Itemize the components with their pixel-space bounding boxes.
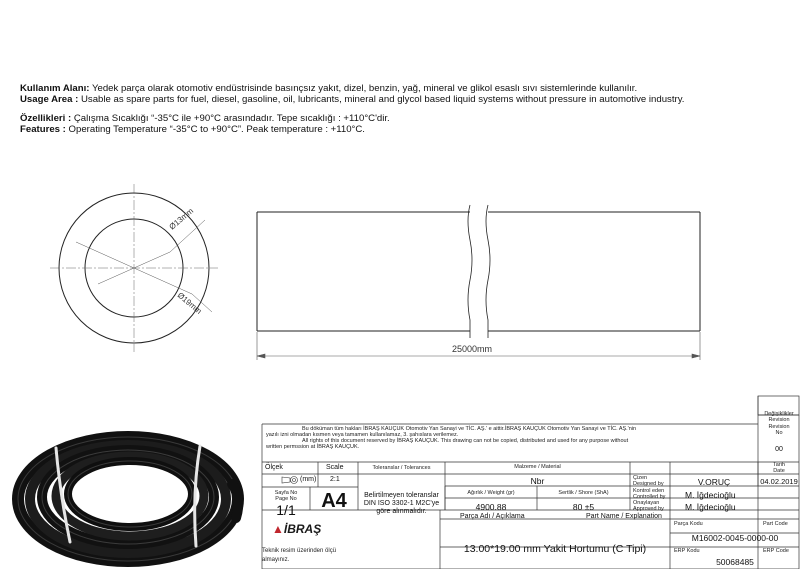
- inner-diameter-label: Ø13mm: [167, 206, 196, 232]
- usage-tr-label: Kullanım Alanı:: [20, 83, 90, 94]
- date-header: [758, 462, 800, 474]
- checked-label: [633, 488, 665, 500]
- copyright-tr: Bu döküman tüm hakları İBRAŞ KAUÇUK Otomotiv Yan Sanayi ve TİC. AŞ.' e aittir.İBRAŞ KAUÇUK Otomotiv Yan Sanayi ve TİC. AŞ.'nin: [302, 426, 637, 432]
- revisions-label-en: Revision: [768, 417, 790, 423]
- hose-cross-section: [50, 184, 218, 352]
- copyright-en: All rights of this document reserved by İBRAŞ KAUÇUK. This drawing can not be copied, distributed and used for any purpose without: [302, 438, 629, 444]
- tolerances-note: [358, 492, 445, 516]
- note-line-2: almayınız.: [262, 557, 290, 563]
- erp-label-en: ERP Code: [763, 548, 789, 554]
- features-tr-text: Çalışma Sıcaklığı “-35°C ile +90°C arasındadır. Tepe sıcaklığı : +110°C'dir.: [71, 113, 390, 124]
- part-name-label-tr: Parça Adı / Açıklama: [460, 513, 525, 520]
- scale-label-tr: Ölçek: [265, 464, 283, 471]
- approved-by: M. İğdecioğlu: [685, 502, 736, 512]
- hardness-value: 80 ±5: [572, 502, 595, 512]
- measurement-note: [262, 547, 336, 565]
- drawn-by: V.ORUÇ: [697, 477, 731, 487]
- drawn-label: [633, 475, 664, 487]
- usage-en-line: [20, 94, 684, 105]
- length-label: 25000mm: [452, 344, 493, 354]
- page-number: 1/1: [276, 502, 296, 518]
- part-code-label-en: Part Code: [763, 521, 788, 527]
- hose-side-view: [257, 205, 700, 338]
- logo-text: İBRAŞ: [283, 522, 322, 536]
- page-label-tr: Sayfa No: [274, 490, 298, 496]
- revision-no-header: [758, 424, 800, 436]
- checked-by: M. İğdecioğlu: [685, 490, 736, 500]
- weight-label: Ağırlık / Weight (gr): [467, 490, 515, 496]
- date-label: Tarih: [773, 462, 785, 468]
- features-en-label: Features :: [20, 124, 66, 135]
- material-value: Nbr: [530, 476, 545, 486]
- features-tr-line: [20, 113, 390, 124]
- date-value: 04.02.2019: [760, 477, 798, 486]
- approved-label-en: Approved by: [633, 506, 664, 512]
- features-en-line: [20, 124, 365, 135]
- checked-label-tr: Kontrol eden: [633, 488, 665, 494]
- drawn-label-en: Designed by: [633, 481, 664, 487]
- usage-en-text: Usable as spare parts for fuel, diesel, gasoline, oil, lubricants, mineral and glycol based liquid systems without pressure in automotive industry.: [78, 94, 685, 105]
- projection-symbol: [282, 477, 298, 484]
- company-logo: ▲İBRAŞ: [272, 522, 322, 536]
- tolerances-text-3: göre alınmalıdır.: [376, 508, 427, 515]
- page-label: [262, 490, 310, 502]
- features-en-text: Operating Temperature “-35°C to +90°C”. Peak temperature : +110°C.: [65, 124, 365, 135]
- part-code: M16002-0045-0000-00: [691, 533, 779, 543]
- weight-value: 4900.88: [475, 502, 507, 512]
- page-label-en: Page No: [275, 496, 297, 502]
- outer-diameter-label: Ø19mm: [175, 290, 204, 316]
- copyright-notice: [266, 426, 754, 450]
- drawn-label-tr: Çizen: [633, 475, 648, 481]
- revision-no: 00: [775, 446, 783, 453]
- revisions-header: [758, 411, 800, 423]
- usage-tr-line: [20, 83, 637, 94]
- copyright-tr-2: yazılı izni olmadan kısmen veya tamamen kullanılamaz, 3. şahıslara verilemez.: [266, 432, 459, 438]
- note-line-1: Teknik resim üzerinden ölçü: [262, 548, 337, 554]
- approved-label: [633, 500, 664, 512]
- scale-label-en: Scale: [326, 464, 344, 471]
- scale-value: 2:1: [330, 476, 340, 483]
- erp-label-tr: ERP Kodu: [674, 548, 700, 554]
- copyright-en-2: written permssion at İBRAŞ KAUÇUK.: [266, 444, 360, 450]
- technical-drawing: [0, 180, 800, 380]
- unit-label: (mm): [300, 476, 317, 483]
- tolerances-text-1: Belirtilmeyen toleranslar: [364, 492, 439, 499]
- hardness-label: Sertlik / Shore (ShA): [558, 490, 609, 496]
- features-tr-label: Özellikleri :: [20, 113, 72, 124]
- material-label: Malzeme / Material: [514, 464, 561, 470]
- erp-code: 50068485: [716, 557, 754, 567]
- usage-en-label: Usage Area :: [20, 94, 79, 105]
- usage-tr-text: Yedek parça olarak otomotiv endüstrisinde basınçsız yakıt, dizel, benzin, yağ, mineral ve glikol esaslı sıvı sistemlerinde kullanılır.: [89, 83, 638, 94]
- paper-size: A4: [321, 490, 347, 512]
- part-name: 13.00*19.00 mm Yakit Hortumu (C Tipi): [463, 543, 647, 555]
- date-label-en: Date: [773, 468, 785, 474]
- revisions-label: Değişiklikler: [764, 411, 794, 417]
- tolerances-text-2: DIN ISO 3302-1 M2C'ye: [363, 500, 440, 507]
- approved-label-tr: Onaylayan: [633, 500, 660, 506]
- hose-coil-photo: [0, 414, 258, 569]
- revision-no-label: Revision: [768, 424, 790, 430]
- part-name-label-en: Part Name / Explanation: [586, 513, 662, 520]
- tolerances-label: Toleranslar / Tolerances: [372, 465, 431, 471]
- checked-label-en: Controlled by: [633, 494, 666, 500]
- revision-no-label-2: No: [775, 430, 783, 436]
- part-code-label-tr: Parça Kodu: [674, 521, 703, 527]
